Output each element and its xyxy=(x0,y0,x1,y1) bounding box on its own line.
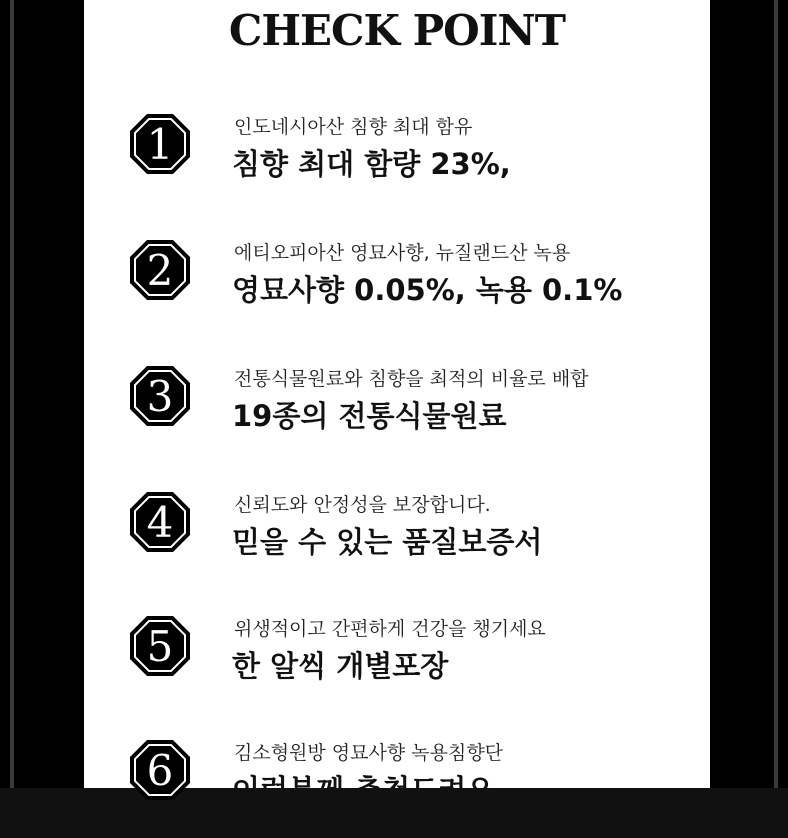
check-point-item-4 xyxy=(84,490,710,590)
item-headline: 19종의 전통식물원료 xyxy=(232,399,507,433)
number-5-badge-icon xyxy=(128,614,192,678)
item-subtitle: 김소형원방 영묘사향 녹용침향단 xyxy=(234,742,504,764)
check-point-item-3 xyxy=(84,364,710,464)
check-point-item-5 xyxy=(84,614,710,714)
item-subtitle: 위생적이고 간편하게 건강을 챙기세요 xyxy=(234,618,546,640)
check-point-panel xyxy=(84,0,710,807)
number-1-badge-icon xyxy=(128,112,192,176)
badge-number: 5 xyxy=(146,622,174,671)
badge-number: 3 xyxy=(146,372,174,421)
item-subtitle: 에티오피아산 영묘사향, 뉴질랜드산 녹용 xyxy=(234,242,571,264)
number-3-badge-icon xyxy=(128,364,192,428)
check-point-item-2 xyxy=(84,238,710,338)
badge-number: 1 xyxy=(146,120,174,169)
item-headline: 침향 최대 함량 23%, xyxy=(232,147,511,181)
frame-border-right xyxy=(774,0,778,788)
item-subtitle: 인도네시아산 침향 최대 함유 xyxy=(234,116,473,138)
badge-number: 6 xyxy=(146,746,174,795)
check-point-item-6 xyxy=(84,738,710,838)
item-headline: 한 알씩 개별포장 xyxy=(232,649,449,683)
badge-number: 4 xyxy=(146,498,174,547)
number-6-badge-icon xyxy=(128,738,192,802)
item-headline: 영묘사향 0.05%, 녹용 0.1% xyxy=(232,273,623,307)
item-subtitle: 신뢰도와 안정성을 보장합니다. xyxy=(234,494,491,516)
item-subtitle: 전통식물원료와 침향을 최적의 비율로 배합 xyxy=(234,368,589,390)
item-headline: 이런분께 추천드려요 xyxy=(232,773,495,807)
item-headline: 믿을 수 있는 품질보증서 xyxy=(232,525,543,559)
number-2-badge-icon xyxy=(128,238,192,302)
badge-number: 2 xyxy=(146,246,174,295)
page-title: CHECK POINT xyxy=(228,6,566,55)
frame-border-left xyxy=(10,0,14,788)
number-4-badge-icon xyxy=(128,490,192,554)
check-point-item-1 xyxy=(84,112,710,212)
